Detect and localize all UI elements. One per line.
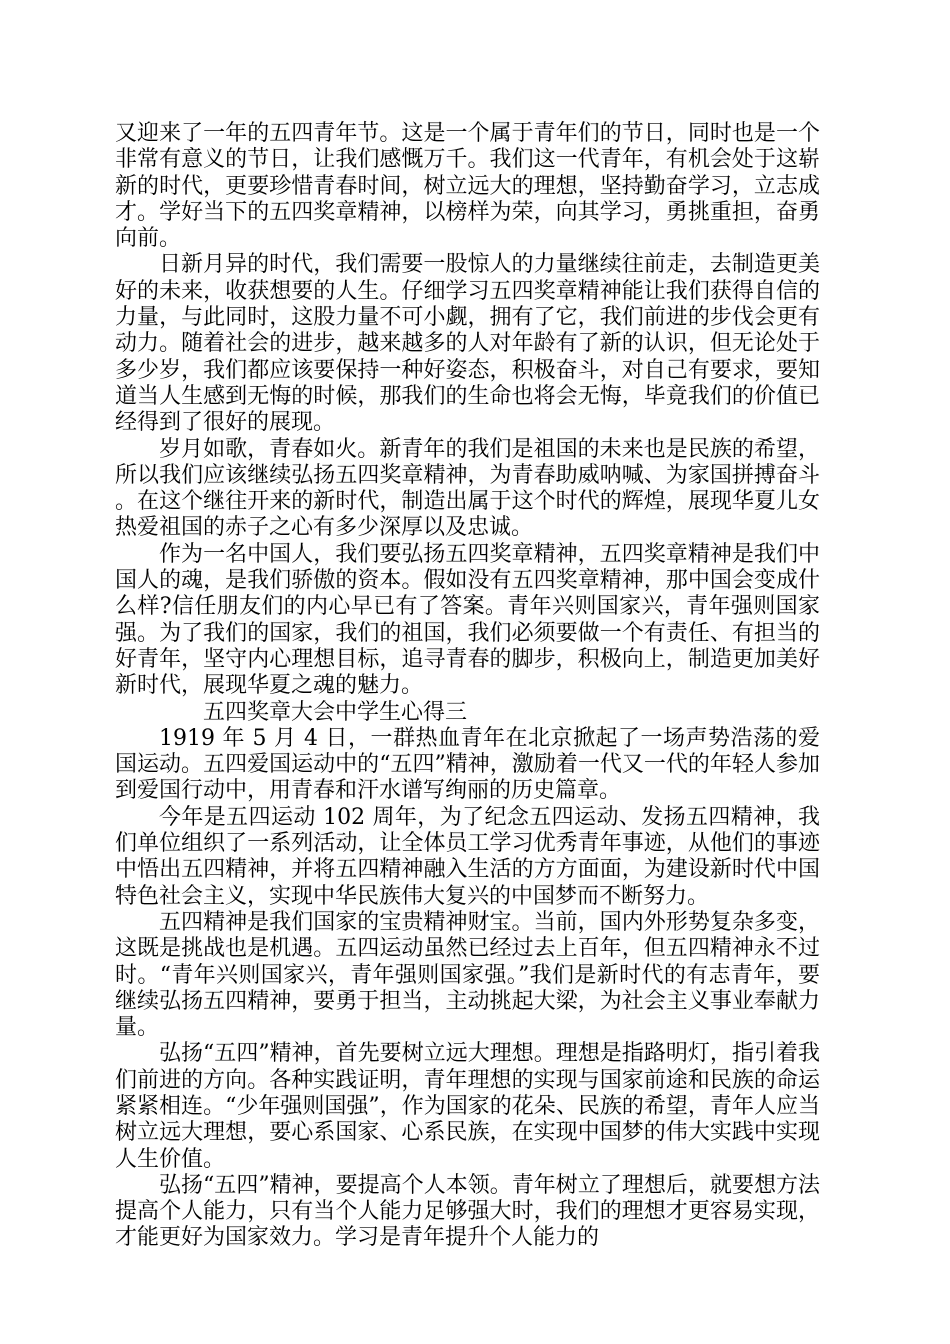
section-heading: 五四奖章大会中学生心得三 [203,699,468,725]
paragraph-9: 弘扬“五四”精神，要提高个人本领。青年树立了理想后，就要想方法提高个人能力，只有当个人能力足够强大时，我们的理想才更容易实现，才能更好为国家效力。学习是青年提升个人能力的 [115,1172,820,1251]
paragraph-1: 又迎来了一年的五四青年节。这是一个属于青年们的节日，同时也是一个非常有意义的节日，让我们感慨万千。我们这一代青年，有机会处于这崭新的时代，更要珍惜青春时间，树立远大的理想，坚持勤奋学习，立志成才。学好当下的五四奖章精神，以榜样为荣，向其学习，勇挑重担，奋勇向前。 [115,121,820,252]
paragraph-6: 今年是五四运动 102 周年，为了纪念五四运动、发扬五四精神，我们单位组织了一系列活动，让全体员工学习优秀青年事迹，从他们的事迹中悟出五四精神，并将五四精神融入生活的方方面面，为建设新时代中国特色社会主义，实现中华民族伟大复兴的中国梦而不断努力。 [115,804,820,909]
paragraph-5: 1919 年 5 月 4 日，一群热血青年在北京掀起了一场声势浩荡的爱国运动。五四爱国运动中的“五四”精神，激励着一代又一代的年轻人参加到爱国行动中，用青春和汗水谱写绚丽的历史篇章。 [115,725,820,804]
paragraph-7: 五四精神是我们国家的宝贵精神财宝。当前，国内外形势复杂多变，这既是挑战也是机遇。五四运动虽然已经过去上百年，但五四精神永不过时。“青年兴则国家兴，青年强则国家强。”我们是新时代的有志青年，要继续弘扬五四精神，要勇于担当，主动挑起大梁，为社会主义事业奉献力量。 [115,909,820,1041]
document-body [115,121,820,1252]
paragraph-3: 岁月如歌，青春如火。新青年的我们是祖国的未来也是民族的希望，所以我们应该继续弘扬五四奖章精神，为青春助威呐喊、为家国拼搏奋斗。在这个继往开来的新时代，制造出属于这个时代的辉煌，展现华夏儿女热爱祖国的赤子之心有多少深厚以及忠诚。 [115,436,820,541]
paragraph-8: 弘扬“五四”精神，首先要树立远大理想。理想是指路明灯，指引着我们前进的方向。各种实践证明，青年理想的实现与国家前途和民族的命运紧紧相连。“少年强则国强”，作为国家的花朵、民族的希望，青年人应当树立远大理想，要心系国家、心系民族，在实现中国梦的伟大实践中实现人生价值。 [115,1041,820,1172]
paragraph-4: 作为一名中国人，我们要弘扬五四奖章精神，五四奖章精神是我们中国人的魂，是我们骄傲的资本。假如没有五四奖章精神，那中国会变成什么样?信任朋友们的内心早已有了答案。青年兴则国家兴，青年强则国家强。为了我们的国家，我们的祖国，我们必须要做一个有责任、有担当的好青年，坚守内心理想目标，追寻青春的脚步，积极向上，制造更加美好新时代，展现华夏之魂的魅力。 [115,541,820,699]
paragraph-2: 日新月异的时代，我们需要一股惊人的力量继续往前走，去制造更美好的未来，收获想要的人生。仔细学习五四奖章精神能让我们获得自信的力量，与此同时，这股力量不可小觑，拥有了它，我们前进的步伐会更有动力。随着社会的进步，越来越多的人对年龄有了新的认识，但无论处于多少岁，我们都应该要保持一种好姿态，积极奋斗，对自己有要求，要知道当人生感到无悔的时候，那我们的生命也将会无悔，毕竟我们的价值已经得到了很好的展现。 [115,252,820,436]
